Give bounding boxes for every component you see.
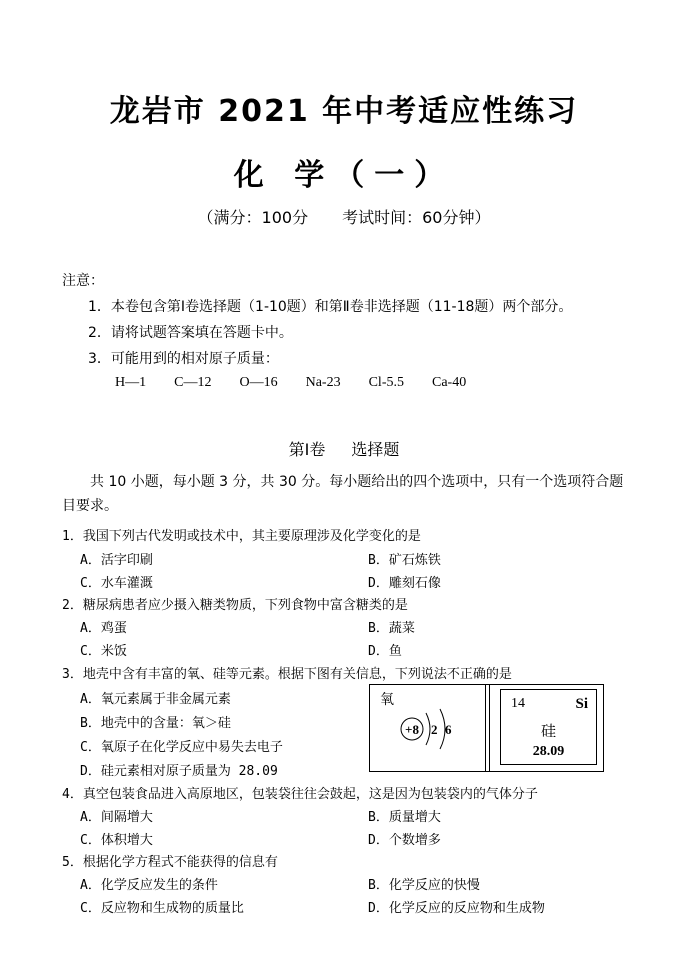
option-a: A．间隔增大 bbox=[80, 810, 153, 825]
figure-divider bbox=[485, 685, 490, 771]
exam-meta bbox=[0, 205, 688, 228]
section-title: 第Ⅰ卷 bbox=[288, 440, 326, 459]
option-b: B．质量增大 bbox=[368, 810, 441, 825]
option-c: C．水车灌溉 bbox=[80, 576, 153, 591]
oxygen-atom-diagram bbox=[398, 701, 478, 757]
section-name: 选择题 bbox=[351, 440, 400, 459]
notes-heading: 注意： bbox=[62, 273, 104, 289]
note-item: 2．请将试题答案填在答题卡中。 bbox=[88, 325, 293, 341]
question-stem: 5．根据化学方程式不能获得的信息有 bbox=[62, 855, 278, 870]
option-c: C．体积增大 bbox=[80, 833, 153, 848]
nucleus-charge: +8 bbox=[405, 722, 419, 737]
option-d: D．个数增多 bbox=[368, 833, 441, 848]
mass-cl: Cl-5.5 bbox=[368, 375, 404, 390]
option-a: A．活字印刷 bbox=[80, 553, 153, 568]
question-stem: 1．我国下列古代发明或技术中，其主要原理涉及化学变化的是 bbox=[62, 529, 421, 544]
question-stem: 3．地壳中含有丰富的氧、硅等元素。根据下图有关信息，下列说法不正确的是 bbox=[62, 667, 512, 682]
mass-h: H—1 bbox=[115, 375, 147, 390]
note-item: 1．本卷包含第Ⅰ卷选择题（1-10题）和第Ⅱ卷非选择题（11-18题）两个部分。 bbox=[88, 299, 573, 315]
option-d: D．硅元素相对原子质量为 28.09 bbox=[80, 764, 278, 779]
time-info: 考试时间：60分钟） bbox=[342, 208, 491, 227]
atomic-number: 14 bbox=[511, 696, 525, 711]
section-instruction: 共 10 小题，每小题 3 分，共 30 分。每小题给出的四个选项中，只有一个选项符合题目要求。 bbox=[62, 474, 624, 514]
option-b: B．蔬菜 bbox=[368, 621, 415, 636]
option-a: A．鸡蛋 bbox=[80, 621, 127, 636]
option-c: C．米饭 bbox=[80, 644, 127, 659]
mass-o: O—16 bbox=[239, 375, 278, 390]
mass-na: Na-23 bbox=[305, 375, 341, 390]
subject-title: 化 学（一） bbox=[233, 158, 455, 193]
option-b: B．化学反应的快慢 bbox=[368, 878, 480, 893]
option-c: C．氧原子在化学反应中易失去电子 bbox=[80, 740, 283, 755]
option-a: A．化学反应发生的条件 bbox=[80, 878, 218, 893]
element-info-figure bbox=[369, 684, 604, 772]
option-d: D．鱼 bbox=[368, 644, 402, 659]
element-symbol: Si bbox=[575, 696, 588, 712]
shell-arc-1 bbox=[426, 713, 430, 745]
mass-c: C—12 bbox=[174, 375, 212, 390]
question-stem: 4．真空包装食品进入高原地区，包装袋往往会鼓起，这是因为包装袋内的气体分子 bbox=[62, 787, 538, 802]
atomic-mass: 28.09 bbox=[532, 744, 565, 759]
shell-1-electrons: 2 bbox=[431, 722, 438, 737]
option-b: B．地壳中的含量：氧＞硅 bbox=[80, 716, 231, 731]
atomic-masses bbox=[115, 375, 494, 391]
option-b: B．矿石炼铁 bbox=[368, 553, 441, 568]
page-title: 龙岩市 2021 年中考适应性练习 bbox=[109, 94, 579, 129]
option-a: A．氧元素属于非金属元素 bbox=[80, 692, 231, 707]
section-heading bbox=[0, 437, 688, 460]
score-info: （满分：100分 bbox=[197, 208, 309, 227]
note-item: 3．可能用到的相对原子质量： bbox=[88, 351, 279, 367]
shell-2-electrons: 6 bbox=[445, 722, 452, 737]
element-name: 硅 bbox=[540, 722, 556, 740]
mass-ca: Ca-40 bbox=[431, 375, 467, 390]
option-c: C．反应物和生成物的质量比 bbox=[80, 901, 244, 916]
question-stem: 2．糖尿病患者应少摄入糖类物质，下列食物中富含糖类的是 bbox=[62, 598, 408, 613]
oxygen-label: 氧 bbox=[380, 692, 394, 708]
option-d: D．化学反应的反应物和生成物 bbox=[368, 901, 545, 916]
silicon-element-cell bbox=[500, 689, 597, 765]
option-d: D．雕刻石像 bbox=[368, 576, 441, 591]
